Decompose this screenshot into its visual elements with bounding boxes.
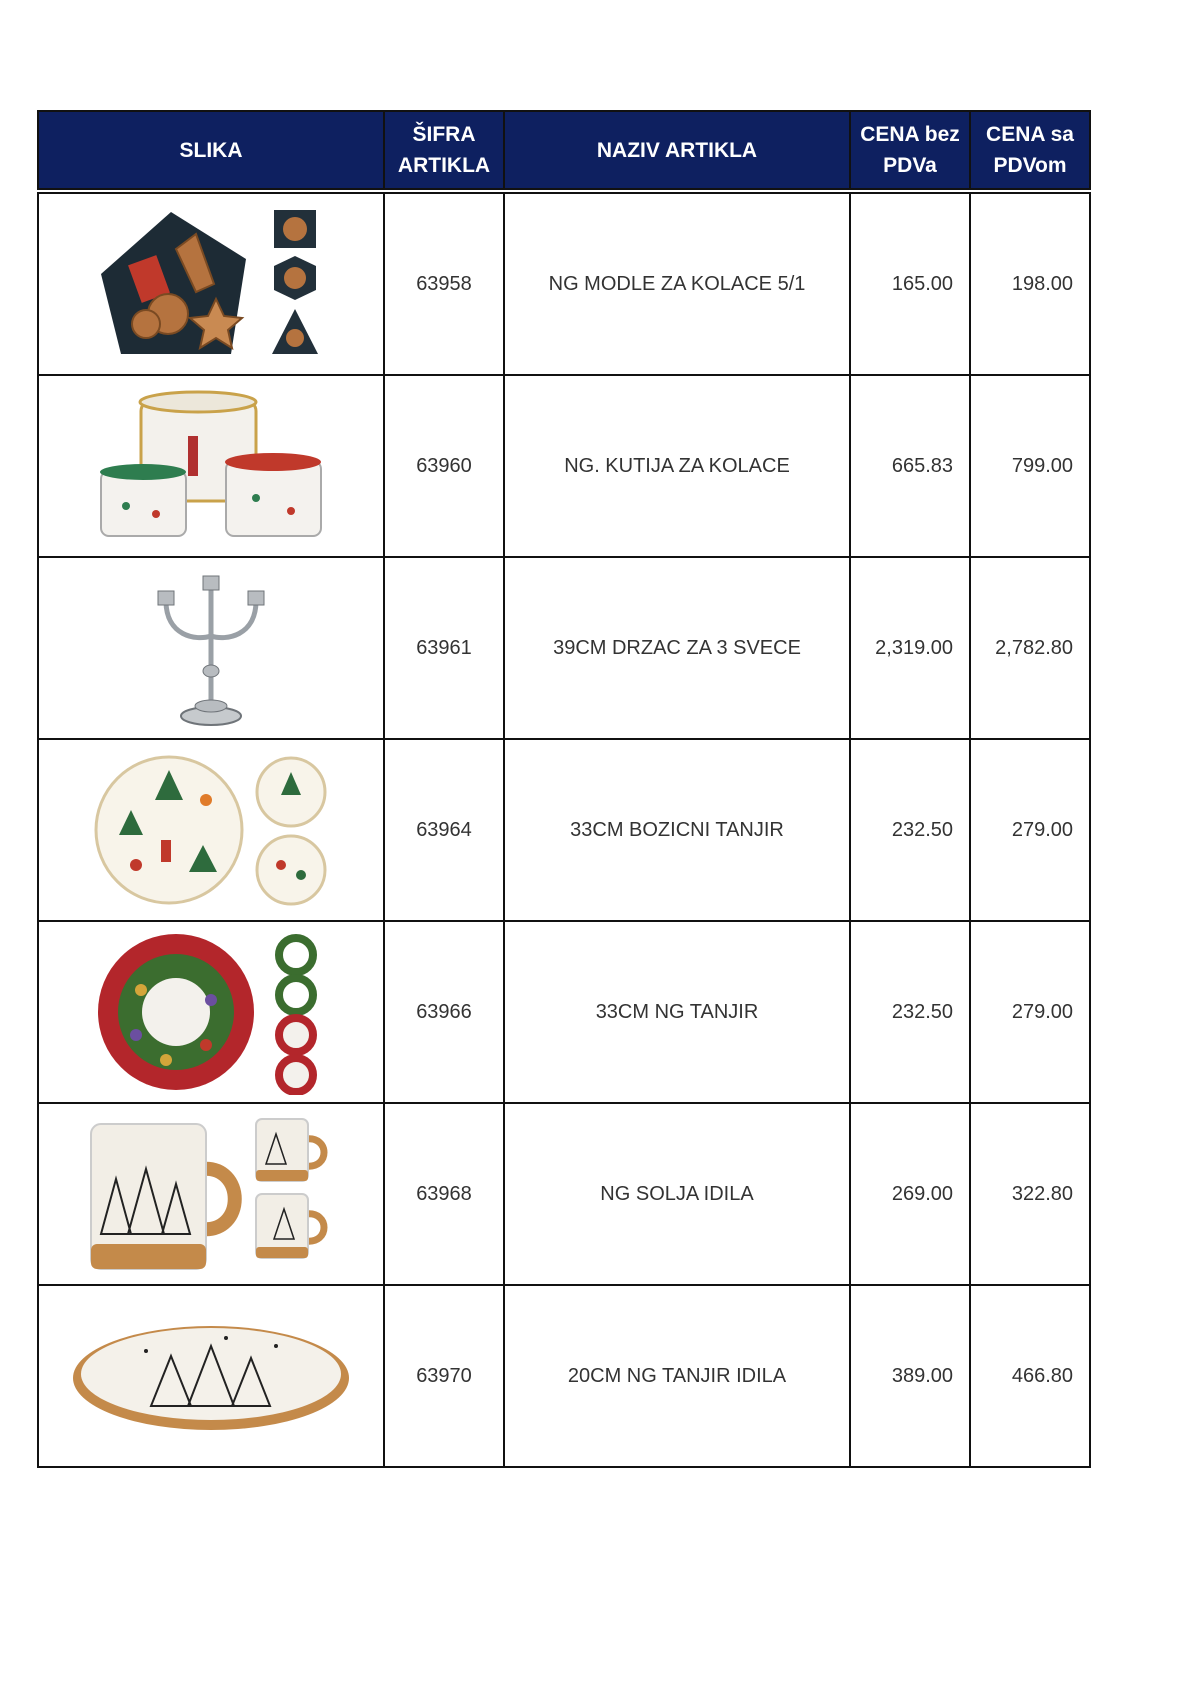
table-row (37, 1284, 1092, 1467)
product-code: 63961 (383, 556, 505, 740)
product-image (37, 1102, 385, 1286)
header-image (37, 110, 385, 190)
price-gross: 2,782.80 (969, 556, 1091, 740)
price-net: 665.83 (849, 374, 971, 558)
product-name: NG SOLJA IDILA (503, 1102, 851, 1286)
price-gross: 279.00 (969, 920, 1091, 1104)
product-image (37, 556, 385, 740)
product-image (37, 1284, 385, 1468)
price-net: 232.50 (849, 920, 971, 1104)
table-row (37, 1102, 1092, 1285)
price-net: 269.00 (849, 1102, 971, 1286)
product-name: 20CM NG TANJIR IDILA (503, 1284, 851, 1468)
product-code: 63964 (383, 738, 505, 922)
header-price-net-line1: CENA bez (860, 123, 960, 146)
price-gross: 279.00 (969, 738, 1091, 922)
header-price-gross-line1: CENA sa (986, 123, 1074, 146)
wreath-plate-icon (96, 930, 326, 1095)
price-gross: 322.80 (969, 1102, 1091, 1286)
product-image (37, 192, 385, 376)
cookie-cutter-set-icon (96, 204, 326, 364)
table-row (37, 556, 1092, 739)
product-image (37, 374, 385, 558)
product-code: 63966 (383, 920, 505, 1104)
product-code: 63958 (383, 192, 505, 376)
product-code: 63968 (383, 1102, 505, 1286)
table-row (37, 192, 1092, 375)
price-gross: 466.80 (969, 1284, 1091, 1468)
header-image-label: SLIKA (179, 138, 243, 162)
price-net: 2,319.00 (849, 556, 971, 740)
product-code: 63970 (383, 1284, 505, 1468)
product-name: 33CM BOZICNI TANJIR (503, 738, 851, 922)
header-code-line2: ARTIKLA (397, 154, 491, 177)
product-image (37, 920, 385, 1104)
price-net: 389.00 (849, 1284, 971, 1468)
price-gross: 198.00 (969, 192, 1091, 376)
product-name: NG MODLE ZA KOLACE 5/1 (503, 192, 851, 376)
price-net: 232.50 (849, 738, 971, 922)
product-name: 33CM NG TANJIR (503, 920, 851, 1104)
oval-plate-icon (66, 1316, 356, 1436)
candelabra-icon (96, 566, 326, 731)
header-price-net-line2: PDVa (883, 154, 937, 177)
table-row (37, 920, 1092, 1103)
header-price-gross-line2: PDVom (993, 154, 1067, 177)
table-row (37, 374, 1092, 557)
christmas-plate-icon (91, 750, 331, 910)
product-code: 63960 (383, 374, 505, 558)
table-header (37, 110, 1092, 192)
product-image (37, 738, 385, 922)
header-name (503, 110, 851, 190)
header-price-gross (969, 110, 1091, 190)
cookie-tin-set-icon (96, 386, 326, 546)
header-code (383, 110, 505, 190)
product-name: NG. KUTIJA ZA KOLACE (503, 374, 851, 558)
price-net: 165.00 (849, 192, 971, 376)
header-price-net (849, 110, 971, 190)
price-gross: 799.00 (969, 374, 1091, 558)
header-code-line1: ŠIFRA (412, 123, 476, 146)
table-row (37, 738, 1092, 921)
product-name: 39CM DRZAC ZA 3 SVECE (503, 556, 851, 740)
header-name-label: NAZIV ARTIKLA (596, 138, 758, 162)
mug-icon (86, 1114, 336, 1274)
